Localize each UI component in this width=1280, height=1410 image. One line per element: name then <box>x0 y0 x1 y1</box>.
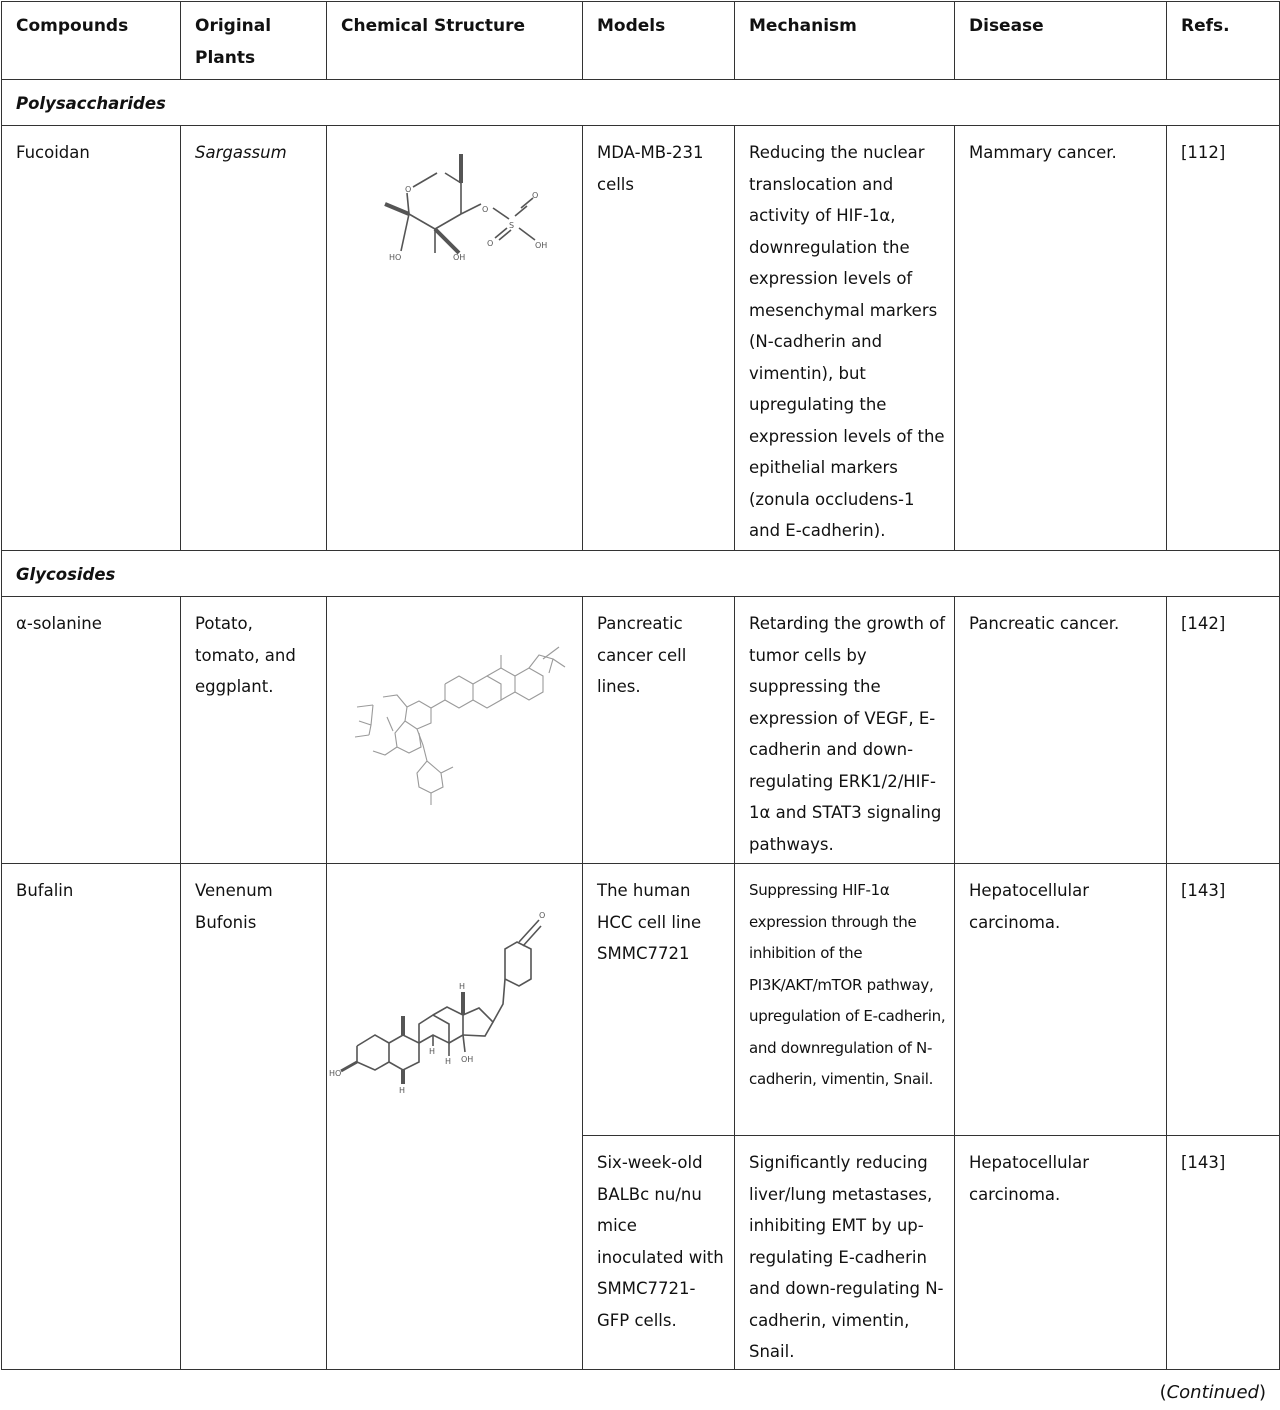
header-row <box>2 2 1280 80</box>
cell-refs: [143] <box>1167 864 1280 1136</box>
cell-disease: Hepatocellular carcinoma. <box>955 1136 1167 1370</box>
continued-label: Continued <box>1166 1382 1259 1403</box>
cell-mechanism: Suppressing HIF-1α expression through the inhibition of the PI3K/AKT/mTOR pathway, upregulation of E-cadherin, and downregulation of N-cadherin, vimentin, Snail. <box>735 864 955 1136</box>
header-compounds: Compounds <box>2 2 181 80</box>
cell-models: The human HCC cell line SMMC7721 <box>583 864 735 1136</box>
header-original-plants: Original Plants <box>181 2 327 80</box>
cell-mechanism: Reducing the nuclear translocation and activity of HIF-1α, downregulation the expression levels of mesenchymal markers (N-cadherin and vimentin), but upregulating the expression levels of the epithelial markers (zonula occludens-1 and E-cadherin). <box>735 126 955 551</box>
table-row <box>2 126 1280 551</box>
header-disease: Disease <box>955 2 1167 80</box>
header-models: Models <box>583 2 735 80</box>
cell-compound: Fucoidan <box>2 126 181 551</box>
cell-models: Pancreatic cancer cell lines. <box>583 597 735 864</box>
header-refs: Refs. <box>1167 2 1280 80</box>
header-chemical-structure: Chemical Structure <box>327 2 583 80</box>
svg-text:H: H <box>429 1047 436 1056</box>
cell-refs: [143] <box>1167 1136 1280 1370</box>
cell-disease: Hepatocellular carcinoma. <box>955 864 1167 1136</box>
header-mechanism: Mechanism <box>735 2 955 80</box>
svg-text:OH: OH <box>535 241 548 250</box>
fucoidan-structure-icon <box>327 126 583 551</box>
cell-plants: Venenum Bufonis <box>181 864 327 1370</box>
svg-text:H: H <box>459 982 466 991</box>
svg-text:OH: OH <box>453 253 466 262</box>
cell-compound: α-solanine <box>2 597 181 864</box>
cell-models: MDA-MB-231 cells <box>583 126 735 551</box>
section-glycosides: Glycosides <box>2 551 1280 597</box>
continued-note: (Continued) <box>1159 1382 1266 1403</box>
svg-text:H: H <box>445 1057 452 1066</box>
svg-text:HO: HO <box>329 1069 342 1078</box>
cell-structure <box>327 126 583 551</box>
cell-refs: [142] <box>1167 597 1280 864</box>
section-row-polysaccharides <box>2 80 1280 126</box>
svg-text:S: S <box>509 221 515 230</box>
cell-mechanism: Retarding the growth of tumor cells by suppressing the expression of VEGF, E-cadherin and down-regulating ERK1/2/HIF-1α and STAT3 signaling pathways. <box>735 597 955 864</box>
svg-text:O: O <box>405 185 412 194</box>
alpha-solanine-structure-icon <box>327 597 583 864</box>
table-row <box>2 864 1280 1136</box>
cell-structure <box>327 864 583 1370</box>
cell-models: Six-week-old BALBc nu/nu mice inoculated with SMMC7721-GFP cells. <box>583 1136 735 1370</box>
table-row <box>2 597 1280 864</box>
cell-plants: Potato, tomato, and eggplant. <box>181 597 327 864</box>
svg-text:HO: HO <box>389 253 402 262</box>
cell-compound: Bufalin <box>2 864 181 1370</box>
section-row-glycosides <box>2 551 1280 597</box>
svg-text:O: O <box>539 911 546 920</box>
svg-text:O: O <box>487 239 494 248</box>
cell-mechanism: Significantly reducing liver/lung metastases, inhibiting EMT by up-regulating E-cadherin and down-regulating N-cadherin, vimentin, Snail. <box>735 1136 955 1370</box>
cell-structure <box>327 597 583 864</box>
svg-text:O: O <box>482 205 489 214</box>
compounds-table <box>1 1 1280 1370</box>
cell-refs: [112] <box>1167 126 1280 551</box>
section-polysaccharides: Polysaccharides <box>2 80 1280 126</box>
cell-disease: Mammary cancer. <box>955 126 1167 551</box>
svg-text:OH: OH <box>461 1055 474 1064</box>
svg-text:O: O <box>532 191 539 200</box>
svg-text:H: H <box>399 1086 406 1095</box>
bufalin-structure-icon <box>327 864 583 1370</box>
cell-plants: Sargassum <box>181 126 327 551</box>
cell-disease: Pancreatic cancer. <box>955 597 1167 864</box>
